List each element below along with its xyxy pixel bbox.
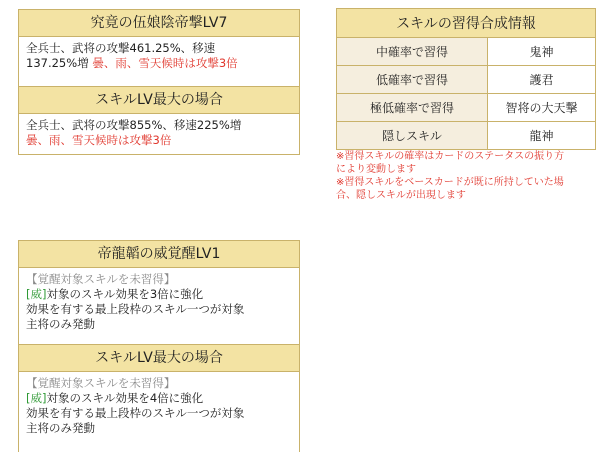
skill-1-line-2 — [26, 56, 293, 71]
skill-2-line-3: 主将のみ発動 — [26, 317, 95, 331]
skill-1-title: 究竟の伍娘陰帝撃LV7 — [19, 10, 299, 37]
acquire-value: 鬼神 — [488, 38, 596, 66]
table-row — [337, 94, 596, 122]
acquire-key: 隠しスキル — [337, 122, 488, 150]
acquire-note-line: ※習得スキルの確率はカードのステータスの振り方 — [336, 151, 565, 162]
skill-2-tag: 【覚醒対象スキルを未習得】 — [26, 272, 176, 286]
acquire-key: 低確率で習得 — [337, 66, 488, 94]
skill-2-max-line-1 — [26, 391, 293, 406]
skill-1-max-weather-note: 曇、雨、雪天候時は攻撃3倍 — [26, 133, 172, 147]
skill-2-max-line-2: 効果を有する最上段枠のスキル一つが対象 — [26, 406, 245, 420]
skill-1-body — [19, 37, 299, 86]
skill-1-max-body — [19, 114, 299, 152]
skill-2-line-1 — [26, 287, 293, 302]
skill-2-max-tag: 【覚醒対象スキルを未習得】 — [26, 376, 176, 390]
table-row — [337, 38, 596, 66]
skill-2-max-line-3: 主将のみ発動 — [26, 421, 95, 435]
acquire-key: 極低確率で習得 — [337, 94, 488, 122]
skill-1-max-line-1: 全兵士、武将の攻撃855%、移速225%増 — [26, 118, 242, 132]
skill-2-line-1-text: 対象のスキル効果を3倍に強化 — [46, 287, 204, 301]
skill-2-max-title: スキルLV最大の場合 — [19, 344, 299, 372]
table-row — [337, 66, 596, 94]
acquire-note-line: により変動します — [336, 164, 416, 175]
acquire-value: 護君 — [488, 66, 596, 94]
acquire-notes — [336, 150, 598, 202]
skill-2-max-line-1-text: 対象のスキル効果を4倍に強化 — [46, 391, 204, 405]
acquire-key: 中確率で習得 — [337, 38, 488, 66]
skill-2-title: 帝龍韜の威覚醒LV1 — [19, 241, 299, 268]
acquire-note-line: 合、隠しスキルが出現します — [336, 190, 466, 201]
skill-1-line-2a: 137.25%増 — [26, 56, 89, 70]
acquire-title: スキルの習得合成情報 — [337, 9, 596, 38]
acquire-value: 龍神 — [488, 122, 596, 150]
skill-2-max-body — [19, 372, 299, 440]
skill-1-line-1: 全兵士、武将の攻撃461.25%、移速 — [26, 41, 216, 55]
skill-2-line-2: 効果を有する最上段枠のスキル一つが対象 — [26, 302, 245, 316]
acquire-value: 智将の大天撃 — [488, 94, 596, 122]
skill-2-max-bracket: [威] — [26, 391, 47, 405]
acquire-table — [336, 8, 596, 150]
skill-1-weather-note: 曇、雨、雪天候時は攻撃3倍 — [92, 56, 238, 70]
skill-2-bracket: [威] — [26, 287, 47, 301]
skill-box-2 — [18, 240, 300, 452]
table-row — [337, 122, 596, 150]
skill-2-body — [19, 268, 299, 344]
acquire-note-line: ※習得スキルをベースカードが既に所持していた場 — [336, 177, 564, 188]
skill-box-1 — [18, 9, 300, 155]
skill-1-max-title: スキルLV最大の場合 — [19, 86, 299, 114]
